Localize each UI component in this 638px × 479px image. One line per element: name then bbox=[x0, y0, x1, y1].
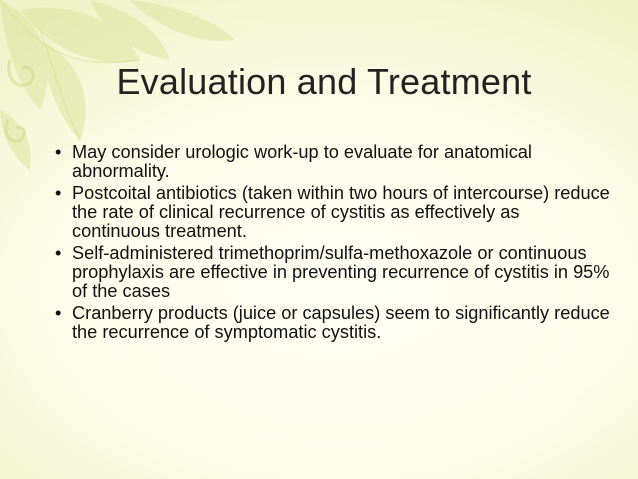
slide-title: Evaluation and Treatment bbox=[116, 61, 532, 102]
bullet-symbol: • bbox=[55, 183, 62, 203]
bullet-symbol: • bbox=[55, 243, 62, 263]
bullet-text: Postcoital antibiotics (taken within two hours of intercourse) reduce the rate of clinical recurrence of cystitis as effectively as continuous treatment. bbox=[72, 183, 610, 241]
bullet-text: Cranberry products (juice or capsules) seem to significantly reduce the recurrence of symptomatic cystitis. bbox=[72, 303, 610, 342]
bullet-item bbox=[52, 244, 612, 301]
bullet-list bbox=[52, 143, 612, 345]
bullet-item bbox=[52, 304, 612, 342]
bullet-symbol: • bbox=[55, 142, 62, 162]
bullet-symbol: • bbox=[55, 303, 62, 323]
bullet-item bbox=[52, 184, 612, 241]
bullet-item bbox=[52, 143, 612, 181]
bullet-text: May consider urologic work-up to evaluate for anatomical abnormality. bbox=[72, 142, 532, 181]
bullet-text: Self-administered trimethoprim/sulfa-methoxazole or continuous prophylaxis are effective in preventing recurrence of cystitis in 95% of the cases bbox=[72, 243, 610, 301]
